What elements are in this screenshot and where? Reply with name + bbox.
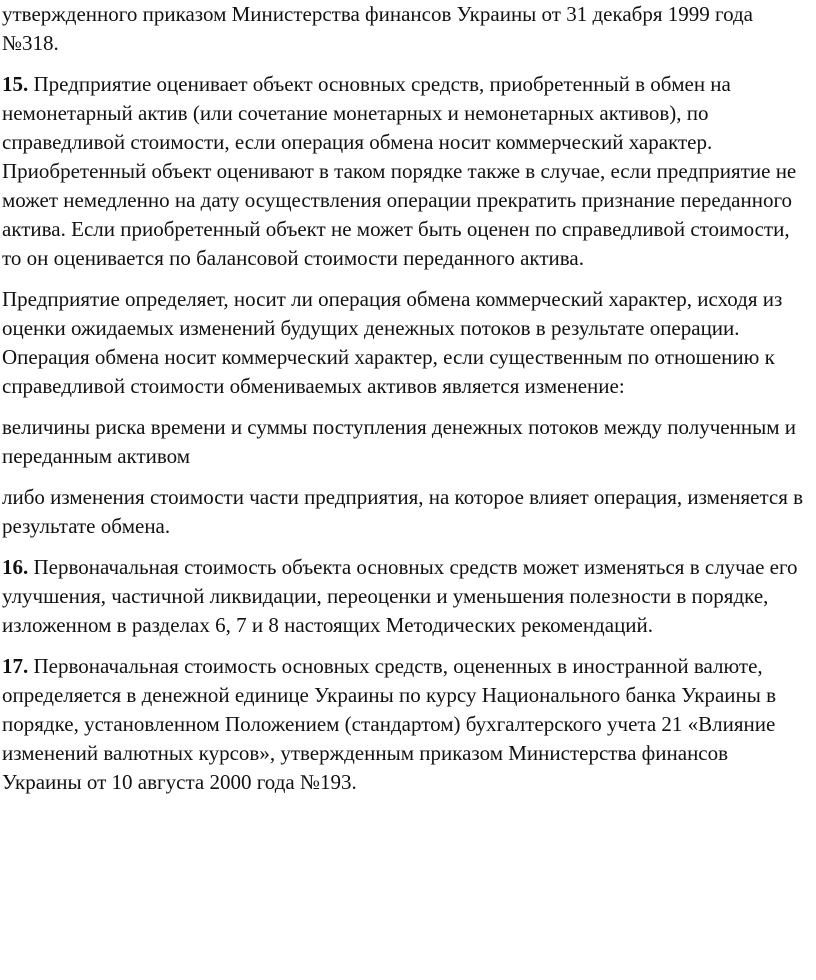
paragraph-value-change bbox=[2, 483, 812, 541]
paragraph-text: либо изменения стоимости части предприятия, на которое влияет операция, изменяется в результате обмена. bbox=[2, 485, 804, 538]
paragraph-intro-continuation bbox=[2, 0, 812, 58]
paragraph-text: величины риска времени и суммы поступления денежных потоков между полученным и переданным активом bbox=[2, 415, 796, 468]
paragraph-text: Предприятие оценивает объект основных средств, приобретенный в обмен на немонетарный актив (или сочетание монетарных и немонетарных активов), по справедливой стоимости, если операция обмена носит коммерческий характер. Приобретенный объект оценивают в таком порядке также в случае, если предприятие не может немедленно на дату осуществления операции прекратить признание переданного актива. Если приобретенный объект не может быть оценен по справедливой стоимости, то он оценивается по балансовой стоимости переданного актива. bbox=[2, 72, 797, 270]
paragraph-exchange-criteria bbox=[2, 285, 812, 401]
paragraph-number: 17. bbox=[2, 654, 29, 678]
paragraph-number: 16. bbox=[2, 555, 29, 579]
paragraph-text: Предприятие определяет, носит ли операция обмена коммерческий характер, исходя из оценки ожидаемых изменений будущих денежных потоков в результате операции. Операция обмена носит коммерческий характер, если существенным по отношению к справедливой стоимости обмениваемых активов является изменение: bbox=[2, 287, 783, 398]
paragraph-risk-change bbox=[2, 413, 812, 471]
paragraph-text: Первоначальная стоимость основных средств, оцененных в иностранной валюте, определяется в денежной единице Украины по курсу Национального банка Украины в порядке, установленном Положением (стандартом) бухгалтерского учета 21 «Влияние изменений валютных курсов», утвержденным приказом Министерства финансов Украины от 10 августа 2000 года №193. bbox=[2, 654, 777, 794]
paragraph-16 bbox=[2, 553, 812, 640]
paragraph-number: 15. bbox=[2, 72, 29, 96]
paragraph-17 bbox=[2, 652, 812, 797]
paragraph-text: утвержденного приказом Министерства финансов Украины от 31 декабря 1999 года №318. bbox=[2, 2, 753, 55]
paragraph-15 bbox=[2, 70, 812, 273]
paragraph-text: Первоначальная стоимость объекта основных средств может изменяться в случае его улучшения, частичной ликвидации, переоценки и уменьшения полезности в порядке, изложенном в разделах 6, 7 и 8 настоящих Методических рекомендаций. bbox=[2, 555, 798, 637]
